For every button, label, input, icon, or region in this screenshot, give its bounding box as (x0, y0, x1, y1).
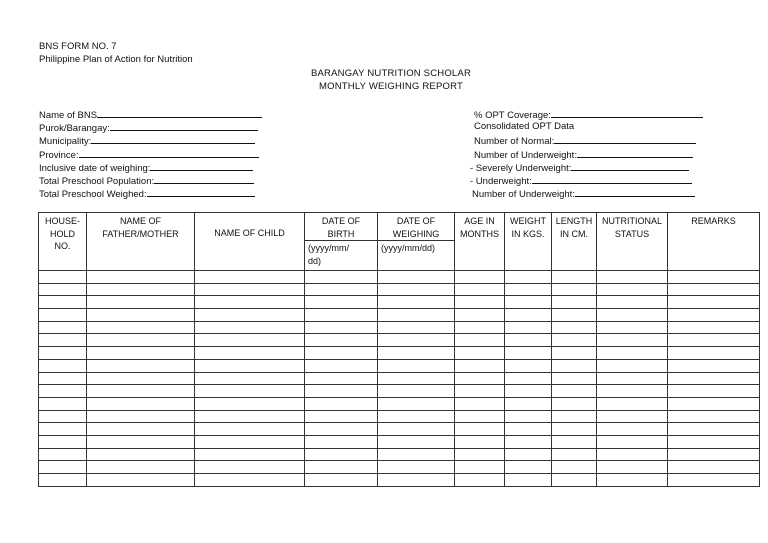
table-cell[interactable] (39, 347, 87, 360)
table-cell[interactable] (505, 283, 552, 296)
table-cell[interactable] (552, 385, 597, 398)
table-cell[interactable] (668, 372, 760, 385)
table-cell[interactable] (668, 423, 760, 436)
field-label: Total Preschool Weighed: (39, 189, 147, 200)
fill-line[interactable] (532, 173, 692, 184)
table-cell[interactable] (378, 347, 455, 360)
fill-line[interactable] (147, 186, 255, 197)
table-cell[interactable] (87, 334, 195, 347)
table-cell[interactable] (39, 309, 87, 322)
table-cell[interactable] (455, 347, 505, 360)
table-cell[interactable] (195, 347, 305, 360)
table-row (39, 448, 760, 461)
table-cell[interactable] (668, 385, 760, 398)
table-cell[interactable] (39, 385, 87, 398)
table-row (39, 309, 760, 322)
fill-line[interactable] (110, 120, 258, 131)
table-cell[interactable] (305, 448, 378, 461)
table-cell[interactable] (552, 283, 597, 296)
table-cell[interactable] (597, 359, 668, 372)
col-length (552, 213, 597, 271)
table-cell[interactable] (597, 397, 668, 410)
table-cell[interactable] (378, 271, 455, 284)
table-cell[interactable] (455, 309, 505, 322)
col-age-in-months (455, 213, 505, 271)
table-cell[interactable] (597, 309, 668, 322)
table-cell[interactable] (378, 474, 455, 487)
table-cell[interactable] (552, 334, 597, 347)
table-cell[interactable] (455, 474, 505, 487)
field-label: % OPT Coverage: (474, 110, 551, 121)
fill-line[interactable] (571, 160, 689, 171)
table-cell[interactable] (505, 359, 552, 372)
table-cell[interactable] (668, 283, 760, 296)
table-cell[interactable] (552, 372, 597, 385)
table-cell[interactable] (195, 309, 305, 322)
table-cell[interactable] (39, 423, 87, 436)
table-cell[interactable] (597, 372, 668, 385)
fill-line[interactable] (554, 133, 696, 144)
table-cell[interactable] (39, 321, 87, 334)
fill-line[interactable] (154, 173, 254, 184)
table-cell[interactable] (505, 372, 552, 385)
field-label: Inclusive date of weighing: (39, 163, 151, 174)
table-cell[interactable] (87, 372, 195, 385)
table-cell[interactable] (597, 271, 668, 284)
plan-title: Philippine Plan of Action for Nutrition (39, 54, 193, 65)
field-municipality (39, 133, 255, 148)
fill-line[interactable] (150, 160, 253, 171)
table-cell[interactable] (455, 296, 505, 309)
table-cell[interactable] (668, 474, 760, 487)
header-text: DATE OF BIRTH (321, 216, 361, 239)
table-cell[interactable] (552, 347, 597, 360)
table-row (39, 435, 760, 448)
fill-line[interactable] (575, 186, 695, 197)
table-cell[interactable] (39, 296, 87, 309)
field-label: - Underweight: (470, 176, 532, 187)
table-cell[interactable] (305, 359, 378, 372)
table-cell[interactable] (39, 448, 87, 461)
table-cell[interactable] (87, 397, 195, 410)
table-cell[interactable] (305, 410, 378, 423)
table-cell[interactable] (597, 448, 668, 461)
table-cell[interactable] (378, 461, 455, 474)
table-cell[interactable] (597, 334, 668, 347)
table-cell[interactable] (552, 321, 597, 334)
table-row (39, 385, 760, 398)
table-cell[interactable] (87, 448, 195, 461)
table-cell[interactable] (378, 309, 455, 322)
table-cell[interactable] (195, 385, 305, 398)
table-cell[interactable] (668, 296, 760, 309)
table-cell[interactable] (195, 448, 305, 461)
table-cell[interactable] (668, 334, 760, 347)
dow-format-hint (378, 241, 455, 271)
col-remarks (668, 213, 760, 271)
format-text: (yyyy/mm/ dd) (308, 243, 349, 266)
table-cell[interactable] (552, 309, 597, 322)
table-cell[interactable] (87, 296, 195, 309)
table-cell[interactable] (39, 397, 87, 410)
table-cell[interactable] (39, 474, 87, 487)
table-cell[interactable] (305, 271, 378, 284)
table-row (39, 296, 760, 309)
table-cell[interactable] (195, 271, 305, 284)
table-cell[interactable] (668, 435, 760, 448)
table-cell[interactable] (597, 347, 668, 360)
table-cell[interactable] (87, 347, 195, 360)
table-cell[interactable] (668, 448, 760, 461)
table-cell[interactable] (195, 410, 305, 423)
table-cell[interactable] (597, 435, 668, 448)
table-cell[interactable] (39, 435, 87, 448)
fill-line[interactable] (91, 133, 255, 144)
table-cell[interactable] (455, 283, 505, 296)
table-cell[interactable] (305, 372, 378, 385)
table-cell[interactable] (505, 309, 552, 322)
col-date-of-birth (305, 213, 378, 241)
field-label: Number of Underweight: (474, 150, 577, 161)
table-row (39, 321, 760, 334)
table-cell[interactable] (505, 334, 552, 347)
table-row (39, 423, 760, 436)
table-cell[interactable] (87, 461, 195, 474)
table-cell[interactable] (378, 410, 455, 423)
table-cell[interactable] (505, 448, 552, 461)
table-cell[interactable] (39, 283, 87, 296)
table-cell[interactable] (195, 321, 305, 334)
table-cell[interactable] (87, 410, 195, 423)
table-cell[interactable] (305, 435, 378, 448)
table-cell[interactable] (305, 321, 378, 334)
table-cell[interactable] (305, 296, 378, 309)
table-cell[interactable] (378, 283, 455, 296)
table-cell[interactable] (305, 334, 378, 347)
table-cell[interactable] (195, 283, 305, 296)
header-text: HOUSE- HOLD NO. (44, 216, 80, 251)
table-cell[interactable] (87, 271, 195, 284)
table-row (39, 474, 760, 487)
table-cell[interactable] (455, 271, 505, 284)
form-number: BNS FORM NO. 7 (39, 41, 117, 52)
table-cell[interactable] (378, 334, 455, 347)
table-cell[interactable] (378, 296, 455, 309)
field-number-underweight-2 (472, 186, 695, 201)
table-cell[interactable] (87, 321, 195, 334)
table-cell[interactable] (455, 321, 505, 334)
table-cell[interactable] (668, 309, 760, 322)
table-cell[interactable] (305, 385, 378, 398)
table-cell[interactable] (39, 410, 87, 423)
header-text: NAME OF CHILD (214, 228, 285, 238)
table-row (39, 347, 760, 360)
table-cell[interactable] (597, 296, 668, 309)
table-cell[interactable] (455, 397, 505, 410)
header-text: NAME OF FATHER/MOTHER (102, 216, 179, 239)
col-household-no (39, 213, 87, 271)
table-cell[interactable] (505, 423, 552, 436)
header-text: AGE IN MONTHS (460, 216, 499, 239)
table-cell[interactable] (87, 423, 195, 436)
table-cell[interactable] (305, 461, 378, 474)
table-cell[interactable] (505, 461, 552, 474)
table-cell[interactable] (552, 435, 597, 448)
table-cell[interactable] (552, 296, 597, 309)
table-cell[interactable] (87, 474, 195, 487)
table-cell[interactable] (668, 359, 760, 372)
table-cell[interactable] (552, 423, 597, 436)
table-cell[interactable] (455, 359, 505, 372)
table-cell[interactable] (505, 347, 552, 360)
field-label: Number of Underweight: (472, 189, 575, 200)
table-cell[interactable] (39, 461, 87, 474)
report-title-line2: MONTHLY WEIGHING REPORT (319, 81, 463, 92)
weighing-table (38, 212, 760, 487)
table-cell[interactable] (597, 461, 668, 474)
table-row (39, 397, 760, 410)
table-cell[interactable] (597, 474, 668, 487)
col-date-of-weighing (378, 213, 455, 241)
field-label: Province: (39, 150, 79, 161)
table-cell[interactable] (378, 423, 455, 436)
col-father-mother (87, 213, 195, 271)
table-cell[interactable] (552, 410, 597, 423)
fill-line[interactable] (551, 107, 703, 118)
table-cell[interactable] (455, 435, 505, 448)
table-cell[interactable] (505, 321, 552, 334)
header-text: LENGTH IN CM. (555, 216, 593, 239)
table-row (39, 410, 760, 423)
table-cell[interactable] (552, 271, 597, 284)
fill-line[interactable] (97, 107, 262, 118)
table-cell[interactable] (305, 347, 378, 360)
col-weight (505, 213, 552, 271)
table-cell[interactable] (39, 271, 87, 284)
table-cell[interactable] (378, 321, 455, 334)
table-cell[interactable] (505, 474, 552, 487)
fill-line[interactable] (79, 147, 259, 158)
header-text: REMARKS (691, 216, 736, 226)
table-cell[interactable] (597, 410, 668, 423)
table-cell[interactable] (668, 461, 760, 474)
table-cell[interactable] (455, 448, 505, 461)
table-cell[interactable] (305, 397, 378, 410)
table-cell[interactable] (195, 435, 305, 448)
table-cell[interactable] (505, 271, 552, 284)
table-cell[interactable] (87, 283, 195, 296)
table-row (39, 334, 760, 347)
table-cell[interactable] (668, 347, 760, 360)
format-text: (yyyy/mm/dd) (381, 243, 435, 253)
table-cell[interactable] (552, 397, 597, 410)
table-cell[interactable] (39, 334, 87, 347)
table-cell[interactable] (455, 461, 505, 474)
table-cell[interactable] (87, 385, 195, 398)
table-cell[interactable] (39, 372, 87, 385)
table-cell[interactable] (552, 461, 597, 474)
table-cell[interactable] (305, 309, 378, 322)
table-cell[interactable] (305, 283, 378, 296)
table-cell[interactable] (195, 397, 305, 410)
field-number-normal (474, 133, 696, 148)
col-name-of-child (195, 213, 305, 271)
table-cell[interactable] (378, 397, 455, 410)
table-cell[interactable] (378, 359, 455, 372)
table-cell[interactable] (552, 474, 597, 487)
table-cell[interactable] (378, 435, 455, 448)
table-cell[interactable] (378, 372, 455, 385)
table-cell[interactable] (195, 372, 305, 385)
table-cell[interactable] (455, 385, 505, 398)
table-cell[interactable] (668, 397, 760, 410)
table-cell[interactable] (552, 448, 597, 461)
table-cell[interactable] (668, 321, 760, 334)
table-cell[interactable] (505, 435, 552, 448)
table-cell[interactable] (668, 271, 760, 284)
table-cell[interactable] (87, 309, 195, 322)
table-cell[interactable] (195, 423, 305, 436)
table-cell[interactable] (505, 410, 552, 423)
header-text: DATE OF WEIGHING (392, 216, 440, 239)
table-cell[interactable] (505, 385, 552, 398)
table-row (39, 461, 760, 474)
table-cell[interactable] (378, 448, 455, 461)
table-cell[interactable] (195, 296, 305, 309)
table-cell[interactable] (195, 474, 305, 487)
table-cell[interactable] (597, 385, 668, 398)
fill-line[interactable] (577, 147, 693, 158)
table-cell[interactable] (455, 423, 505, 436)
header-text: NUTRITIONAL STATUS (601, 216, 662, 239)
table-cell[interactable] (378, 385, 455, 398)
field-total-preschool-weighed (39, 186, 255, 201)
field-consolidated-opt (474, 120, 574, 133)
table-cell[interactable] (552, 359, 597, 372)
report-title-line1: BARANGAY NUTRITION SCHOLAR (310, 68, 472, 79)
table-cell[interactable] (455, 372, 505, 385)
table-cell[interactable] (305, 474, 378, 487)
table-cell[interactable] (597, 321, 668, 334)
header-text: WEIGHT IN KGS. (510, 216, 546, 239)
table-cell[interactable] (597, 423, 668, 436)
dob-format-hint (305, 241, 378, 271)
table-cell[interactable] (195, 359, 305, 372)
table-cell[interactable] (668, 410, 760, 423)
table-row (39, 271, 760, 284)
table-cell[interactable] (305, 423, 378, 436)
table-cell[interactable] (455, 410, 505, 423)
table-row (39, 359, 760, 372)
col-nutritional-status (597, 213, 668, 271)
field-label: Total Preschool Population: (39, 176, 155, 187)
field-label: Name of BNS (39, 110, 98, 121)
table-cell[interactable] (195, 461, 305, 474)
field-label: Municipality: (39, 136, 92, 147)
table-body (39, 271, 760, 487)
table-row (39, 283, 760, 296)
table-cell[interactable] (195, 334, 305, 347)
table-cell[interactable] (39, 359, 87, 372)
table-cell[interactable] (505, 296, 552, 309)
table-row (39, 372, 760, 385)
table-cell[interactable] (597, 283, 668, 296)
table-cell[interactable] (455, 334, 505, 347)
table-cell[interactable] (87, 435, 195, 448)
field-label: Consolidated OPT Data (474, 121, 575, 132)
field-label: Purok/Barangay: (39, 123, 110, 134)
field-label: Number of Normal: (474, 136, 555, 147)
field-label: - Severely Underweight: (470, 163, 572, 174)
table-cell[interactable] (87, 359, 195, 372)
table-cell[interactable] (505, 397, 552, 410)
